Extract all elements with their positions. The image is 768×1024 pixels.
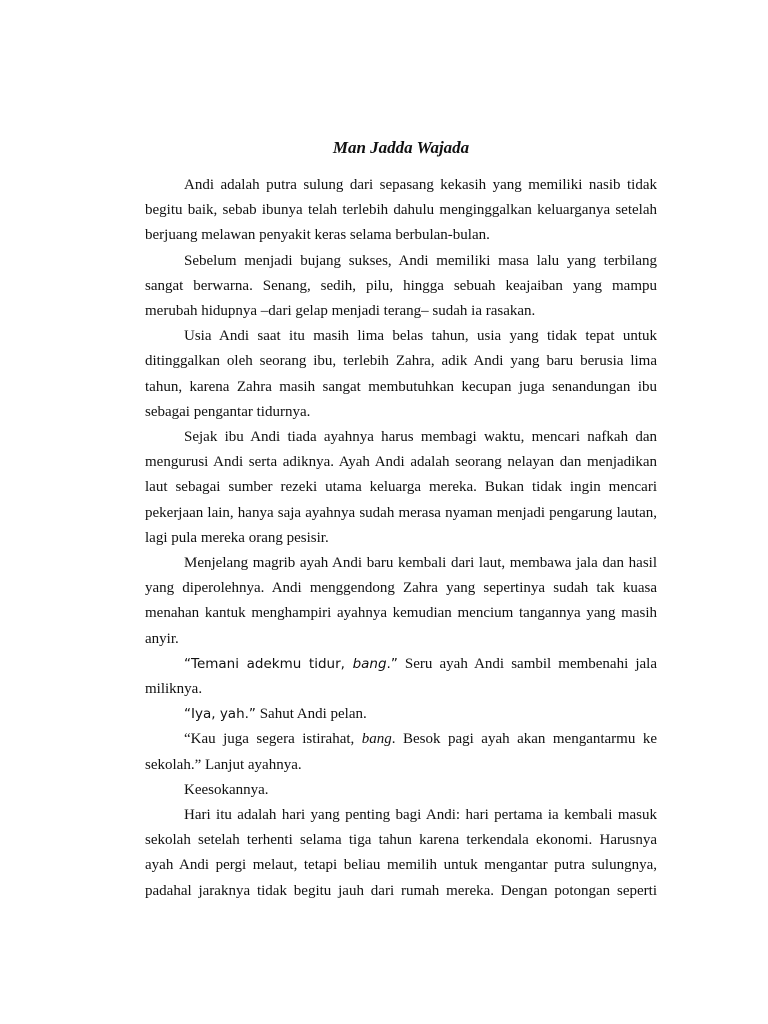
paragraph-4: Sejak ibu Andi tiada ayahnya harus membagi waktu, mencari nafkah dan mengurusi Andi serta adiknya. Ayah Andi adalah seorang nelayan dan menjadikan laut sebagai sumber rezeki utama keluarga mereka. Bukan tidak ingin mencari pekerjaan lain, hanya saja ayahnya sudah merasa nyaman menjadi pengarung lautan, lagi pula mereka orang pesisir.	[145, 429, 657, 546]
paragraph-5: Menjelang magrib ayah Andi baru kembali dari laut, membawa jala dan hasil yang diperolehnya. Andi menggendong Zahra yang sepertinya sudah tak kuasa menahan kantuk menghampiri ayahnya kemudian mencium tangannya yang masih anyir.	[145, 555, 657, 647]
dialogue-1-emphasis: bang	[352, 655, 387, 672]
dialogue-1-quote: “Temani adekmu tidur,	[184, 655, 353, 672]
paragraph-1: Andi adalah putra sulung dari sepasang kekasih yang memiliki nasib tidak begitu baik, sebab ibunya telah terlebih dahulu menginggalkan keluarganya setelah berjuang melawan penyakit keras selama berbulan-bulan.	[145, 177, 657, 244]
paragraph-2: Sebelum menjadi bujang sukses, Andi memiliki masa lalu yang terbilang sangat berwarna. Senang, sedih, pilu, hingga sebuah keajaiban yang mampu merubah hidupnya –dari gelap menjadi terang– sudah ia rasakan.	[145, 252, 657, 320]
dialogue-3-emphasis: bang	[361, 731, 392, 748]
story-title: Man Jadda Wajada	[332, 138, 470, 157]
dialogue-2	[145, 702, 657, 727]
dialogue-2-rest: Sahut Andi pelan.	[255, 706, 367, 723]
page-cutoff	[145, 803, 657, 904]
dialogue-3-before: “Kau juga segera istirahat,	[184, 731, 362, 748]
paragraph-last: Hari itu adalah hari yang penting bagi Andi: hari pertama ia kembali masuk sekolah setelah terhenti selama tiga tahun karena terkendala ekonomi. Harusnya ayah Andi pergi melaut, tetapi beliau memilih untuk mengantar putra sulungnya, padahal jaraknya tidak begitu jauh dari rumah mereka. Dengan potongan seperti	[145, 807, 657, 899]
dialogue-1	[145, 652, 657, 702]
dialogue-2-quote: “Iya, yah.”	[184, 706, 256, 723]
dialogue-3	[145, 727, 657, 777]
paragraph-3: Usia Andi saat itu masih lima belas tahun, usia yang tidak tepat untuk ditinggalkan oleh seorang ibu, terlebih Zahra, adik Andi yang baru berusia lima tahun, karena Zahra masih sangat membutuhkan kecupan juga senandungan ibu sebagai pengantar tidurnya.	[145, 328, 657, 420]
dialogue-1-rest: Seru ayah Andi sambil membenahi jala miliknya.	[145, 655, 658, 698]
dialogue-1-quote-close: .”	[386, 655, 398, 672]
short-line: Keesokannya.	[184, 781, 269, 798]
story-body	[145, 173, 657, 904]
dialogue-3-after: . Besok pagi ayah akan mengantarmu ke sekolah.” Lanjut ayahnya.	[145, 731, 657, 773]
